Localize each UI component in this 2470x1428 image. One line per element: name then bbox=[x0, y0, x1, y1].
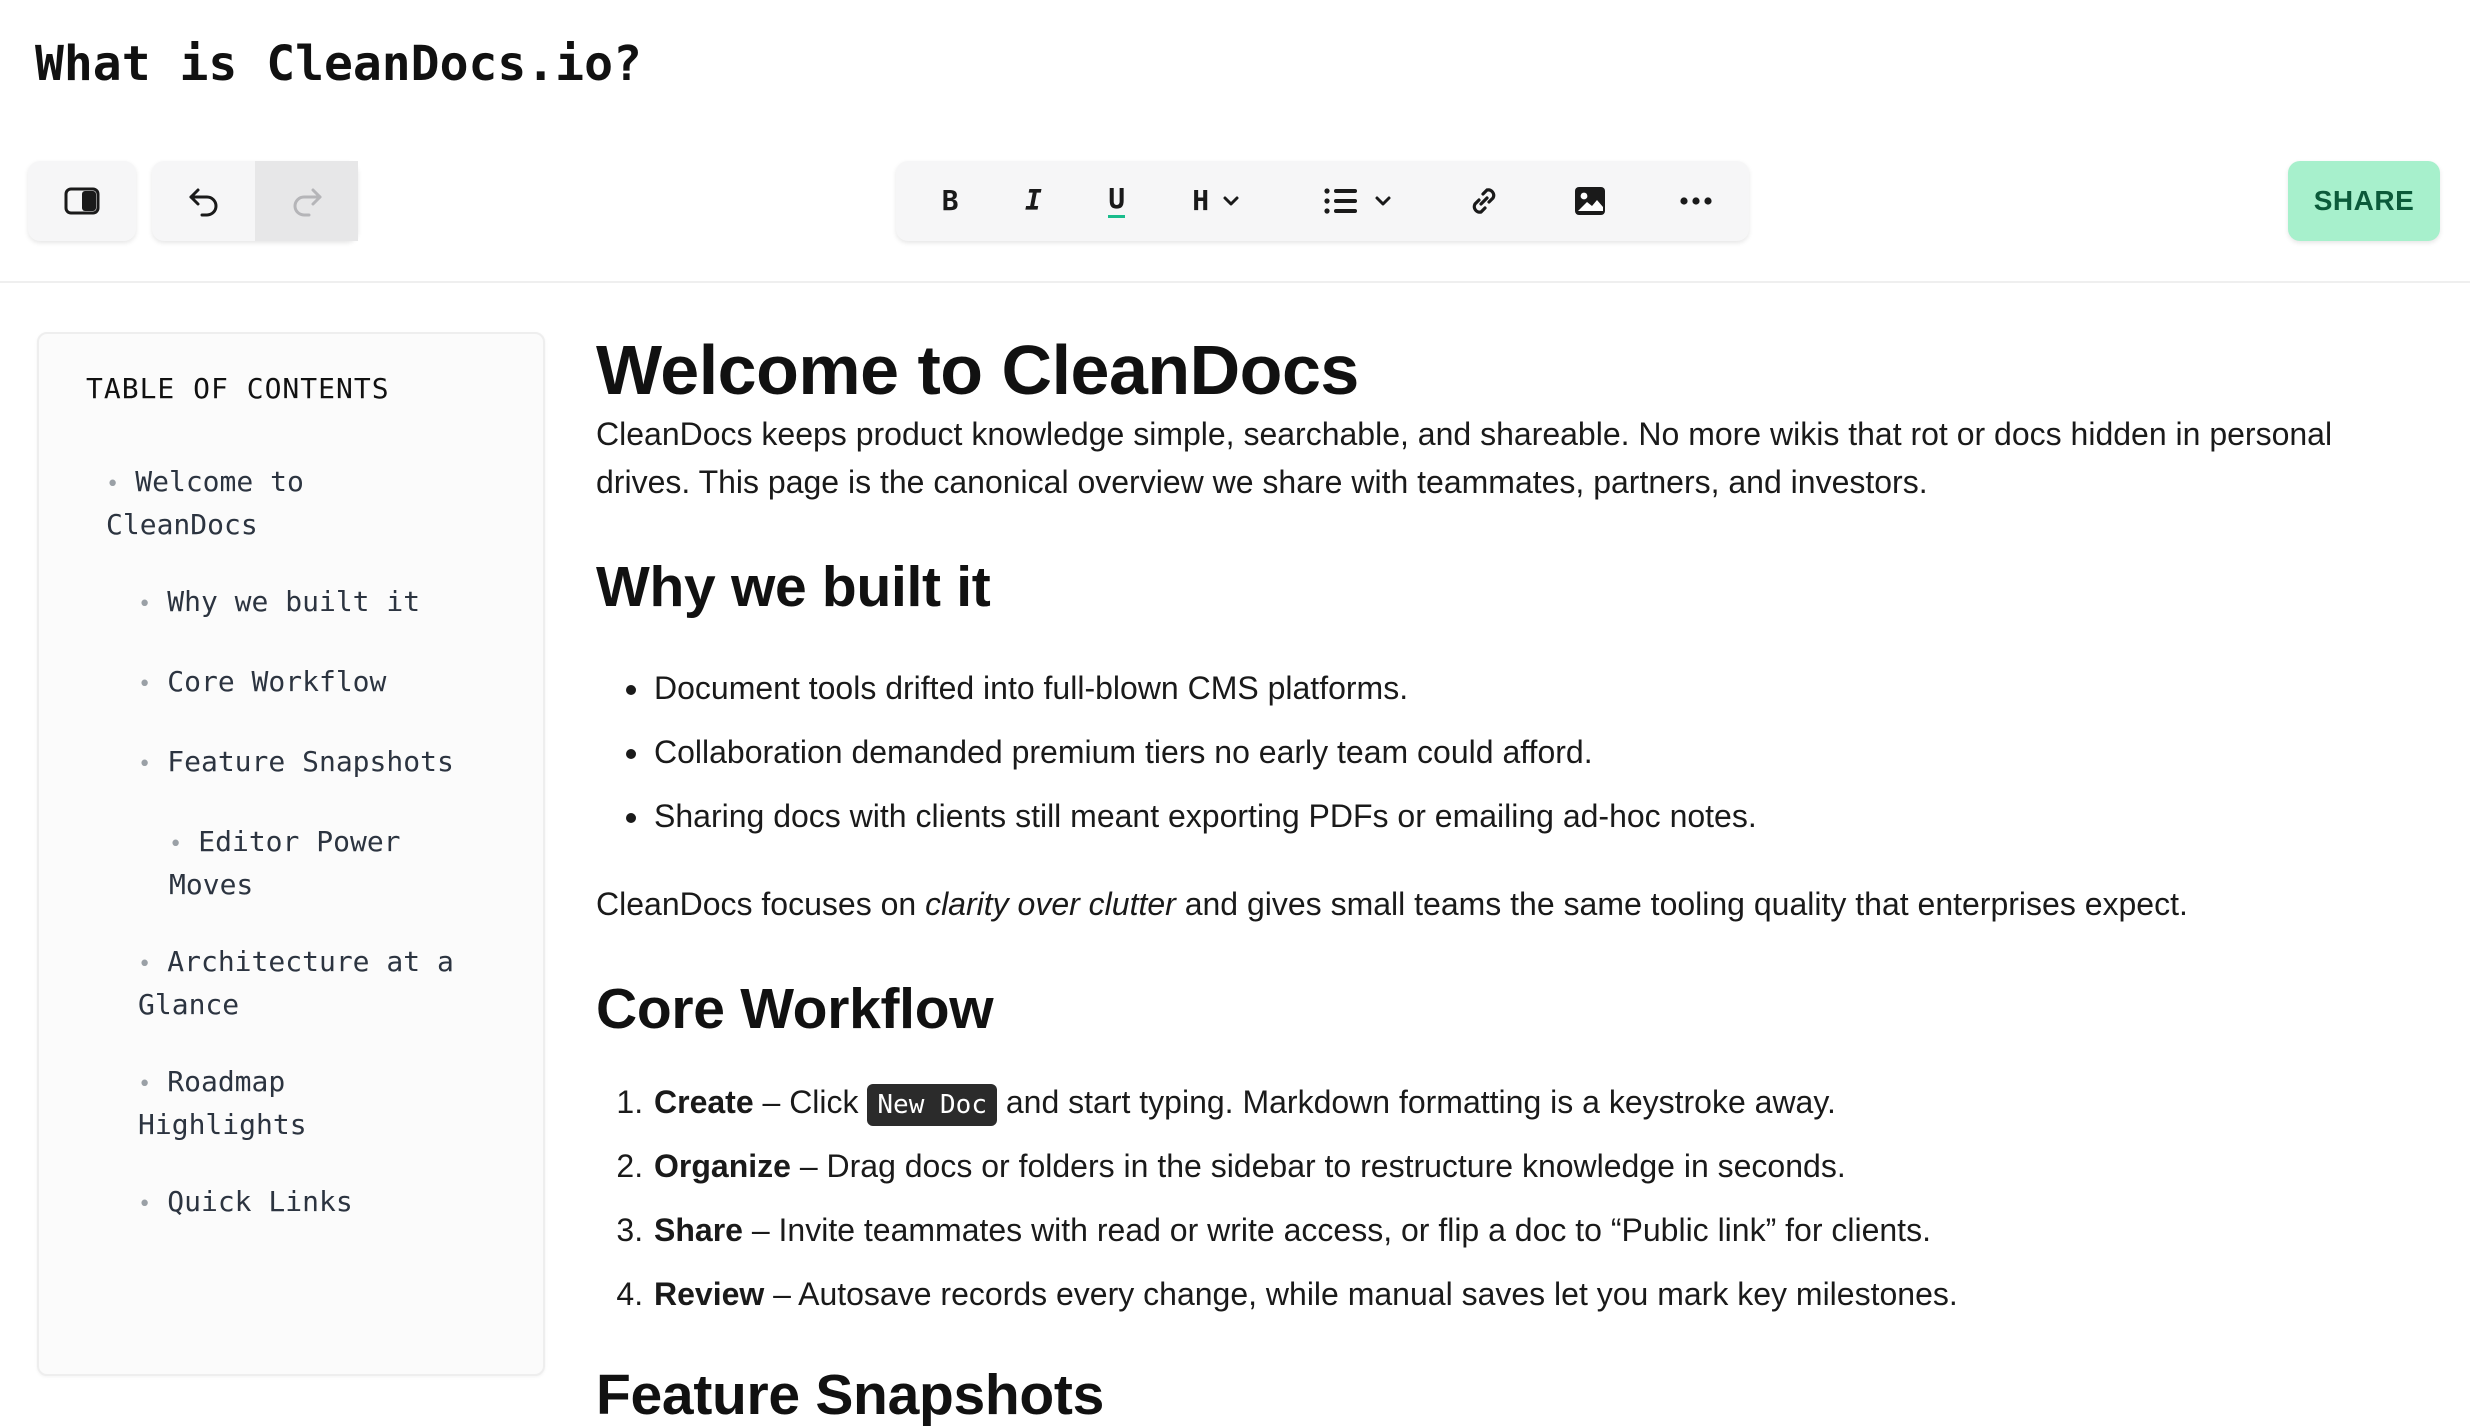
redo-button[interactable] bbox=[255, 161, 358, 241]
bullet-icon: • bbox=[138, 592, 152, 617]
step-term: Review bbox=[654, 1276, 765, 1312]
toc-title: TABLE OF CONTENTS bbox=[86, 372, 390, 405]
bullet-icon: • bbox=[138, 672, 152, 697]
list-item: 2. Organize – Drag docs or folders in the sidebar to restructure knowledge in seconds. bbox=[652, 1142, 2426, 1190]
toc-item-feature-snapshots[interactable]: • Feature Snapshots bbox=[138, 745, 454, 778]
list-item: 3. Share – Invite teammates with read or write access, or flip a doc to “Public link” for clients. bbox=[652, 1206, 2426, 1254]
sidebar-toggle-icon bbox=[64, 187, 100, 215]
bold-button[interactable] bbox=[908, 161, 992, 241]
bullet-icon: • bbox=[106, 472, 120, 497]
list-dropdown[interactable] bbox=[1285, 161, 1432, 241]
emphasis-text: clarity over clutter bbox=[925, 886, 1176, 922]
list-item: 1. Create – Click New Doc and start typing. Markdown formatting is a keystroke away. bbox=[652, 1078, 2426, 1126]
share-button[interactable]: SHARE bbox=[2288, 161, 2440, 241]
more-options-button[interactable] bbox=[1643, 161, 1749, 241]
focus-paragraph: CleanDocs focuses on clarity over clutter and gives small teams the same tooling quality that enterprises expect. bbox=[596, 886, 2188, 922]
step-term: Share bbox=[654, 1212, 743, 1248]
bold-icon: B bbox=[941, 184, 959, 217]
chevron-down-icon bbox=[1221, 194, 1241, 208]
document-title: What is CleanDocs.io? bbox=[35, 36, 642, 92]
new-doc-code: New Doc bbox=[867, 1084, 997, 1126]
sidebar-toggle-button[interactable] bbox=[28, 161, 136, 241]
list-item: • Document tools drifted into full-blown CMS platforms. bbox=[652, 664, 2426, 712]
list-item: • Collaboration demanded premium tiers no early team could afford. bbox=[652, 728, 2426, 776]
toc-item-roadmap[interactable]: • Roadmap Highlights bbox=[138, 1065, 307, 1141]
formatting-toolbar bbox=[896, 161, 1749, 241]
document-body[interactable] bbox=[596, 330, 2426, 1427]
undo-button[interactable] bbox=[152, 161, 255, 241]
italic-icon: I bbox=[1025, 184, 1042, 217]
table-of-contents bbox=[37, 332, 545, 1376]
toc-item-editor-power-moves[interactable]: • Editor Power Moves bbox=[169, 825, 401, 901]
toc-item-why[interactable]: • Why we built it bbox=[138, 585, 421, 618]
undo-icon bbox=[188, 186, 220, 216]
redo-icon bbox=[291, 186, 323, 216]
history-group bbox=[152, 161, 358, 241]
toc-item-quick-links[interactable]: • Quick Links bbox=[138, 1185, 353, 1218]
link-icon bbox=[1467, 184, 1501, 218]
heading-welcome: Welcome to CleanDocs bbox=[596, 331, 1359, 409]
list-item: • Sharing docs with clients still meant exporting PDFs or emailing ad-hoc notes. bbox=[652, 792, 2426, 840]
toc-item-core-workflow[interactable]: • Core Workflow bbox=[138, 665, 387, 698]
heading-icon: H bbox=[1192, 184, 1210, 217]
bullet-icon: • bbox=[138, 952, 152, 977]
underline-icon: U bbox=[1108, 185, 1125, 218]
underline-button[interactable] bbox=[1075, 161, 1159, 241]
bullet-icon: • bbox=[138, 1192, 152, 1217]
heading-dropdown[interactable] bbox=[1159, 161, 1275, 241]
why-bullet-list bbox=[596, 664, 2426, 840]
list-item: 4. Review – Autosave records every change, while manual saves let you mark key milestones. bbox=[652, 1270, 2426, 1318]
step-term: Organize bbox=[654, 1148, 791, 1184]
toc-item-architecture[interactable]: • Architecture at a Glance bbox=[138, 945, 454, 1021]
heading-core-workflow: Core Workflow bbox=[596, 977, 994, 1041]
bullet-icon: • bbox=[138, 752, 152, 777]
toc-item-welcome[interactable]: • Welcome to CleanDocs bbox=[106, 465, 304, 541]
heading-why: Why we built it bbox=[596, 555, 991, 619]
image-icon bbox=[1573, 185, 1607, 217]
image-button[interactable] bbox=[1537, 161, 1643, 241]
step-term: Create bbox=[654, 1084, 754, 1120]
workflow-steps-list bbox=[596, 1078, 2426, 1318]
bullet-icon: • bbox=[138, 1072, 152, 1097]
sidebar-toggle-group bbox=[28, 161, 136, 241]
heading-feature-snapshots: Feature Snapshots bbox=[596, 1363, 1105, 1427]
toolbar-divider bbox=[0, 281, 2470, 283]
more-horizontal-icon bbox=[1679, 196, 1713, 206]
intro-paragraph: CleanDocs keeps product knowledge simple, searchable, and shareable. No more wikis that rot or docs hidden in personal drives. This page is the canonical overview we share with teammates, partners, and investors. bbox=[596, 416, 2333, 500]
bullet-icon: • bbox=[169, 832, 183, 857]
chevron-down-icon bbox=[1373, 194, 1393, 208]
link-button[interactable] bbox=[1432, 161, 1538, 241]
italic-button[interactable] bbox=[992, 161, 1074, 241]
bullet-list-icon bbox=[1323, 186, 1359, 216]
